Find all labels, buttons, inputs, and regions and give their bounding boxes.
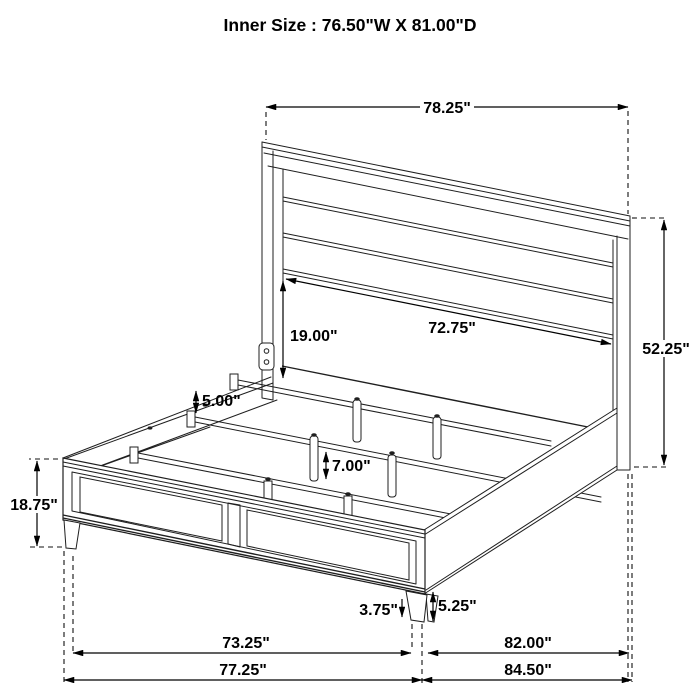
dimension-labels — [8, 15, 692, 679]
dim-label-footboard-height: 18.75" — [10, 497, 58, 514]
dim-label-footboard-width: 77.25" — [219, 662, 267, 679]
side-rail-leg — [426, 594, 438, 622]
post-bracket — [259, 343, 274, 370]
support-leg — [433, 417, 441, 459]
footboard — [63, 458, 427, 622]
dim-label-inner-depth: 82.00" — [504, 635, 552, 652]
support-leg — [353, 400, 361, 442]
footboard-left-leg — [64, 520, 80, 549]
slat-rail-tab — [230, 374, 238, 390]
left-side-rail — [63, 377, 277, 466]
bed-frame-drawing — [63, 142, 630, 622]
page-title: Inner Size : 76.50"W X 81.00"D — [223, 15, 477, 35]
dim-label-headboard-height: 52.25" — [642, 341, 690, 358]
dimension-lines — [37, 107, 664, 680]
dim-label-headboard-leg-gap: 19.00" — [290, 328, 338, 345]
support-leg — [310, 436, 318, 481]
dim-label-center-leg-height: 7.00" — [332, 458, 371, 475]
footboard-right-leg — [406, 591, 427, 622]
slat-rail-tab — [187, 411, 195, 427]
dim-label-top-width: 78.25" — [423, 100, 471, 117]
dim-label-side-rail-leg-height: 5.25" — [438, 598, 477, 615]
extension-lines — [29, 111, 668, 683]
dim-label-overall-depth: 84.50" — [504, 662, 552, 679]
dim-label-rail-lip: 5.00" — [202, 393, 241, 410]
dim-label-footboard-leg-height: 3.75" — [359, 602, 398, 619]
headboard — [259, 142, 630, 470]
dim-label-footboard-inner-width: 73.25" — [222, 635, 270, 652]
dim-label-headboard-inner-width: 72.75" — [428, 320, 476, 337]
slat-rail-tab — [130, 447, 138, 463]
support-leg — [388, 455, 396, 497]
